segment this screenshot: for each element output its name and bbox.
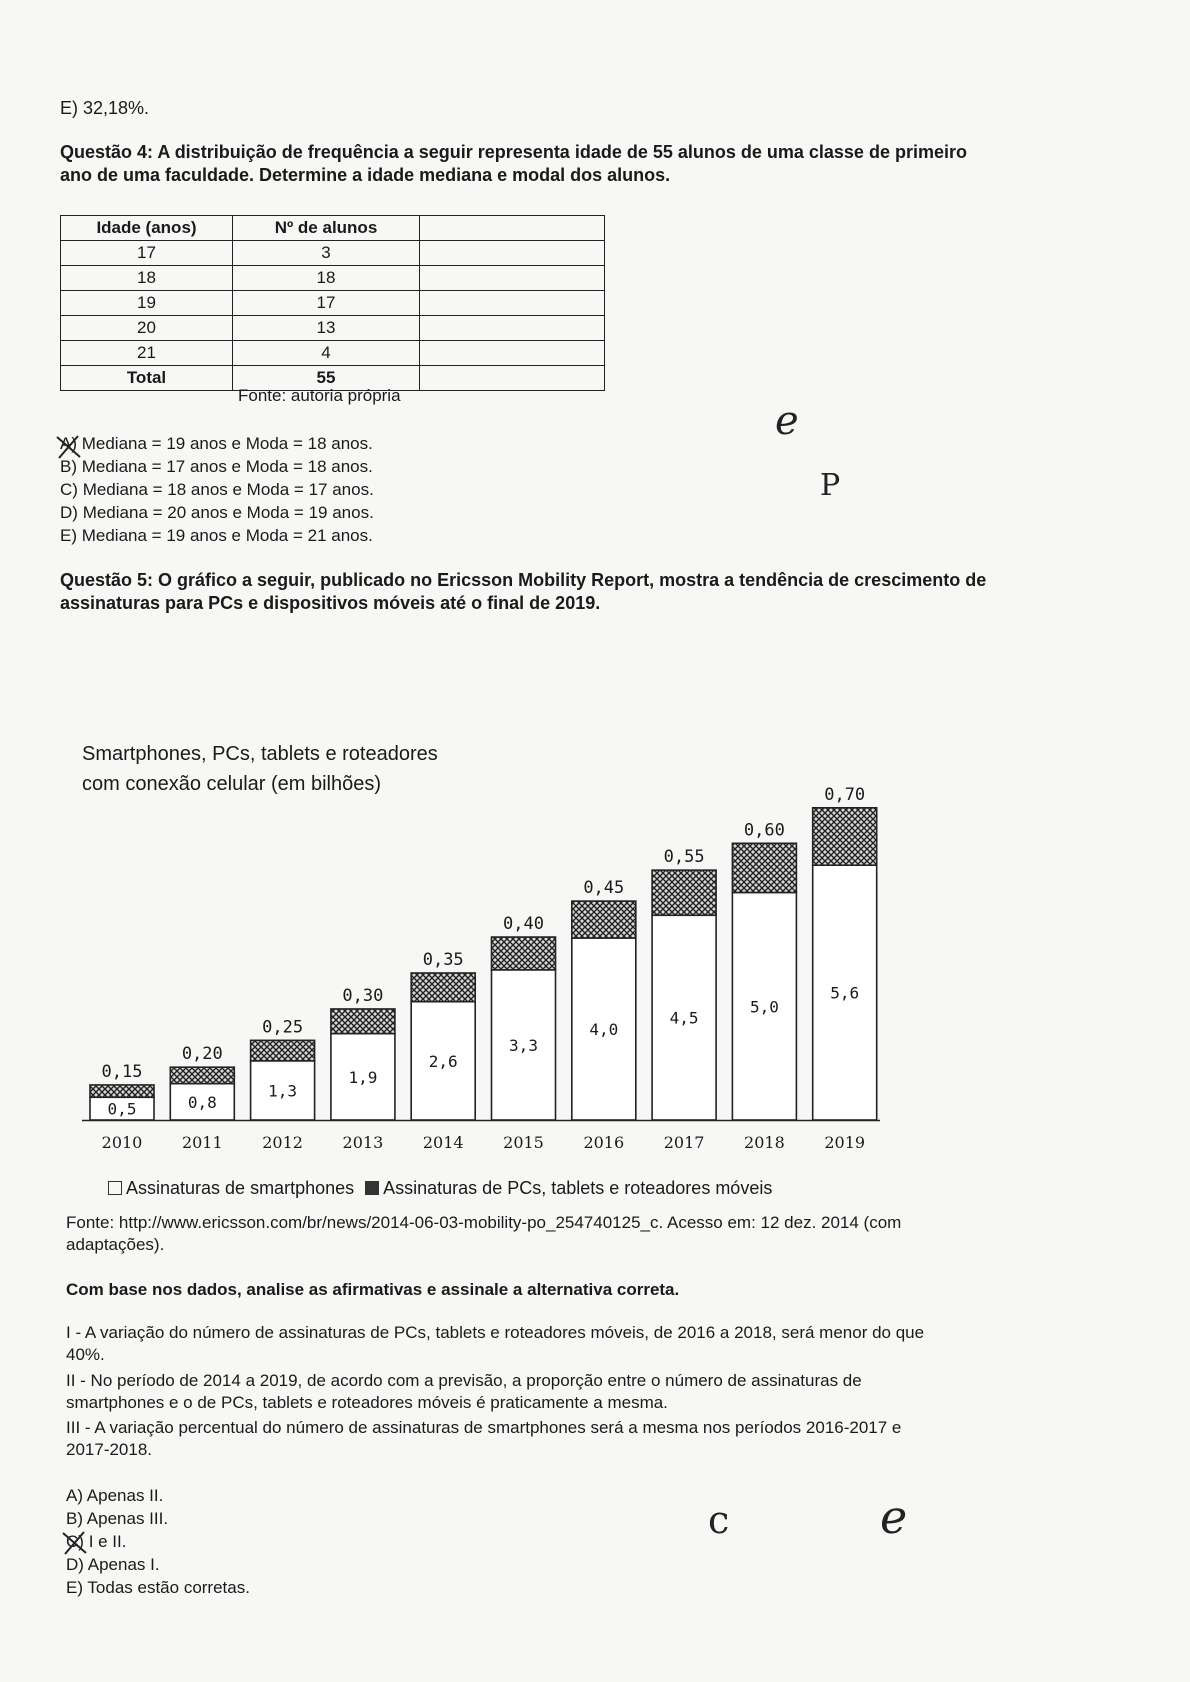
data-label-pcs: 0,15 [101, 1061, 143, 1082]
data-label-smartphones: 4,0 [589, 1020, 619, 1039]
x-tick-label: 2017 [663, 1133, 705, 1152]
option-text: Todas estão corretas. [87, 1578, 250, 1597]
data-label-pcs: 0,20 [181, 1044, 223, 1065]
cross-mark-icon [60, 1530, 90, 1556]
x-tick-label: 2016 [583, 1133, 625, 1152]
table-cell: 3 [233, 241, 420, 266]
bar-pcs [813, 808, 877, 865]
x-tick-label: 2011 [181, 1133, 223, 1152]
data-label-smartphones: 1,9 [348, 1067, 378, 1087]
legend-swatch-empty [108, 1181, 122, 1195]
data-label-pcs: 0,70 [824, 784, 866, 805]
handwritten-mark: e [775, 398, 799, 444]
q5-option-d[interactable] [66, 1553, 250, 1576]
data-label-smartphones: 2,6 [428, 1051, 458, 1071]
table-header: Nº de alunos [233, 216, 420, 241]
chart-source-line2: adaptações). [66, 1235, 165, 1254]
data-label-smartphones: 4,5 [669, 1008, 699, 1028]
chart-source-line1: Fonte: http://www.ericsson.com/br/news/2014-06-03-mobility-po_254740125_c. Acesso em: 12 dez. 2014 (com [66, 1213, 902, 1232]
chart-title-line2: com conexão celular (em bilhões) [82, 773, 382, 795]
table-cell: 20 [61, 316, 233, 341]
q5-option-c[interactable] [66, 1530, 250, 1553]
legend-swatch-filled [365, 1181, 379, 1195]
statement-3-line1: III - A variação percentual do número de assinaturas de smartphones será a mesma nos períodos 2016-2017 e [66, 1418, 902, 1437]
option-letter: B) [66, 1509, 83, 1528]
option-text: I e II. [88, 1532, 127, 1551]
q4-table-source: Fonte: autoria própria [238, 386, 401, 405]
legend-label: Assinaturas de smartphones [126, 1178, 355, 1198]
data-label-pcs: 0,35 [422, 950, 464, 970]
table-cell: 4 [233, 341, 420, 366]
option-letter: C) [66, 1532, 84, 1551]
x-tick-label: 2012 [262, 1133, 303, 1152]
statement-1-line2: 40%. [66, 1345, 105, 1364]
option-letter: E) [60, 526, 77, 545]
handwritten-mark: e [880, 1490, 908, 1544]
option-text: Apenas III. [86, 1509, 169, 1528]
bar-pcs [90, 1085, 154, 1097]
option-letter: A) [60, 434, 77, 453]
data-label-pcs: 0,40 [503, 914, 544, 935]
option-text: Mediana = 19 anos e Moda = 18 anos. [81, 434, 373, 453]
previous-option-e: E) 32,18%. [60, 98, 150, 118]
q5-option-a[interactable] [66, 1484, 250, 1507]
data-label-pcs: 0,30 [342, 985, 384, 1006]
data-label-smartphones: 3,3 [509, 1035, 538, 1055]
q5-option-b[interactable] [66, 1507, 250, 1530]
option-text: Mediana = 17 anos e Moda = 18 anos. [81, 457, 373, 476]
chart-legend [108, 1178, 778, 1199]
legend-item-smartphones [108, 1178, 354, 1198]
table-cell: 17 [233, 291, 420, 316]
option-text: Apenas I. [87, 1555, 160, 1574]
option-text: Mediana = 18 anos e Moda = 17 anos. [82, 480, 374, 499]
option-letter: A) [66, 1486, 83, 1505]
option-letter: D) [60, 503, 78, 522]
table-header: Idade (anos) [61, 216, 233, 241]
data-label-pcs: 0,45 [583, 878, 625, 899]
table-cell: 21 [61, 341, 233, 366]
table-cell: 13 [233, 316, 420, 341]
q5-title-line1: Questão 5: O gráfico a seguir, publicado no Ericsson Mobility Report, mostra a tendência de crescimento de [60, 570, 987, 590]
data-label-pcs: 0,60 [743, 820, 785, 841]
bar-pcs [572, 901, 636, 938]
data-label-smartphones: 0,5 [107, 1099, 137, 1119]
data-label-smartphones: 1,3 [268, 1081, 298, 1101]
data-label-smartphones: 0,8 [187, 1092, 217, 1112]
bar-pcs [732, 843, 796, 892]
option-letter: E) [66, 1578, 83, 1597]
x-tick-label: 2018 [744, 1133, 785, 1152]
option-letter: B) [60, 457, 77, 476]
table-cell: 55 [233, 366, 420, 391]
bar-pcs [411, 973, 475, 1002]
legend-label: Assinaturas de PCs, tablets e roteadores móveis [383, 1178, 773, 1198]
bar-pcs [170, 1067, 234, 1083]
x-tick-label: 2015 [503, 1133, 544, 1152]
option-text: Mediana = 20 anos e Moda = 19 anos. [82, 503, 374, 522]
bar-pcs [251, 1040, 315, 1061]
q5-instruction: Com base nos dados, analise as afirmativas e assinale a alternativa correta. [66, 1280, 680, 1299]
statement-3-line2: 2017-2018. [66, 1440, 153, 1459]
data-label-smartphones: 5,0 [749, 997, 779, 1017]
handwritten-mark: P [820, 468, 841, 503]
table-cell: 18 [233, 266, 420, 291]
chart-title-line1: Smartphones, PCs, tablets e roteadores [82, 743, 438, 765]
x-tick-label: 2010 [101, 1133, 143, 1152]
data-label-pcs: 0,55 [663, 847, 705, 868]
q4-title-line2: ano de uma faculdade. Determine a idade mediana e modal dos alunos. [60, 165, 671, 185]
q5-option-e[interactable] [66, 1576, 250, 1599]
option-letter: D) [66, 1555, 84, 1574]
bar-pcs [331, 1009, 395, 1034]
table-cell: Total [61, 366, 233, 391]
bar-pcs [492, 937, 556, 970]
statement-2-line2: smartphones e o de PCs, tablets e roteadores móveis é praticamente a mesma. [66, 1393, 668, 1412]
q4-title-line1: Questão 4: A distribuição de frequência a seguir representa idade de 55 alunos de uma classe de primeiro [60, 142, 967, 162]
bar-pcs [652, 870, 716, 915]
legend-item-pcs [365, 1178, 772, 1198]
option-text: Apenas II. [86, 1486, 164, 1505]
q5-options [66, 1484, 250, 1599]
data-label-pcs: 0,25 [262, 1017, 304, 1038]
handwritten-mark: c [708, 1498, 730, 1542]
data-label-smartphones: 5,6 [830, 983, 860, 1003]
statement-1-line1: I - A variação do número de assinaturas de PCs, tablets e roteadores móveis, de 2016 a 2018, será menor do que [66, 1323, 925, 1342]
x-tick-label: 2013 [342, 1133, 384, 1152]
option-text: Mediana = 19 anos e Moda = 21 anos. [81, 526, 373, 545]
table-cell: 18 [61, 266, 233, 291]
statement-2-line1: II - No período de 2014 a 2019, de acordo com a previsão, a proporção entre o número de assinaturas de [66, 1371, 862, 1390]
table-cell: 19 [61, 291, 233, 316]
q5-title-line2: assinaturas para PCs e dispositivos móveis até o final de 2019. [60, 593, 601, 613]
x-tick-label: 2019 [824, 1133, 866, 1152]
option-letter: C) [60, 480, 78, 499]
x-tick-label: 2014 [422, 1133, 464, 1152]
table-cell: 17 [61, 241, 233, 266]
